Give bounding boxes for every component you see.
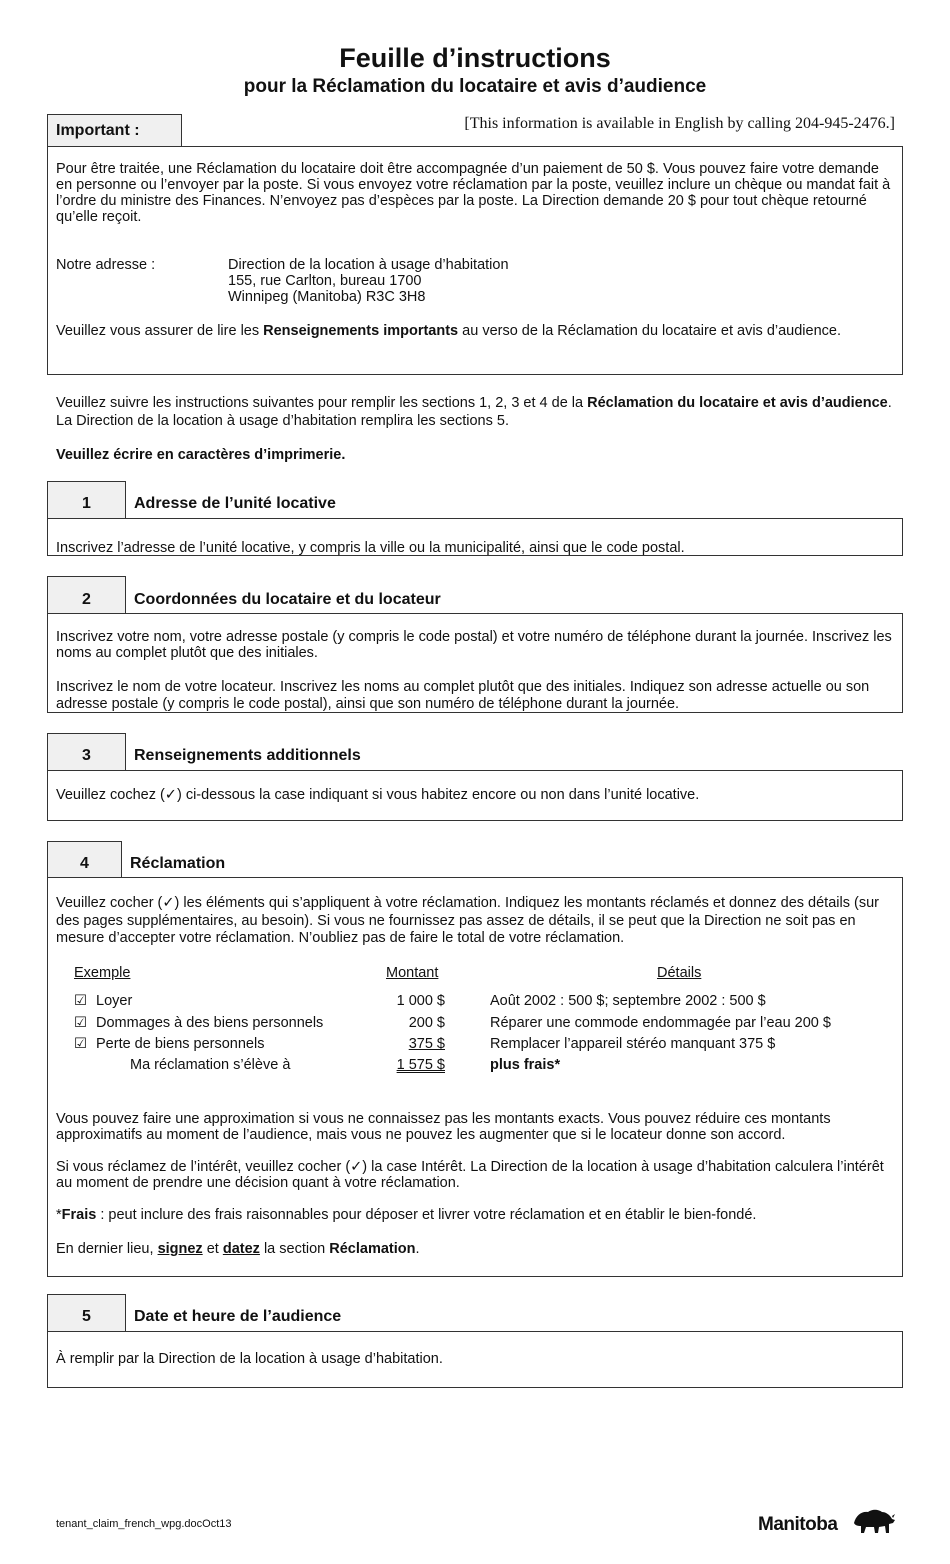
address-label: Notre adresse : <box>56 257 156 273</box>
section-5-title: Date et heure de l’audience <box>134 1308 342 1325</box>
page-subtitle: pour la Réclamation du locataire et avis d’audience <box>243 76 707 97</box>
section-3-title: Renseignements additionnels <box>134 747 361 764</box>
example-row-amount: 1 000 $ <box>396 993 445 1009</box>
section-3-number: 3 <box>82 747 91 764</box>
example-row-details: Août 2002 : 500 $; septembre 2002 : 500 $ <box>490 993 766 1009</box>
section-1-number: 1 <box>82 495 91 512</box>
example-row-amount: 200 $ <box>408 1015 445 1031</box>
section-5-number: 5 <box>82 1308 91 1325</box>
example-row-details: Réparer une commode endommagée par l’eau 200 $ <box>490 1015 831 1031</box>
example-row-item: Dommages à des biens personnels <box>96 1015 324 1031</box>
section-4-number: 4 <box>80 855 89 872</box>
example-row-item: Loyer <box>96 993 133 1009</box>
example-total-amount: 1 575 $ <box>396 1057 445 1073</box>
example-header-details: Détails <box>657 965 702 981</box>
section-1-text: Inscrivez l’adresse de l’unité locative, y compris la ville ou la municipalité, ainsi que le code postal. <box>56 540 685 556</box>
checkbox-checked-icon: ☑ <box>74 1015 87 1031</box>
section-2-number: 2 <box>82 591 91 608</box>
page-title: Feuille d’instructions <box>339 43 611 73</box>
section-5-text: À remplir par la Direction de la location à usage d’habitation. <box>56 1351 443 1367</box>
read-important-note: Veuillez vous assurer de lire les Renseignements importants au verso de la Réclamation du locataire et avis d’audience. <box>56 323 842 339</box>
section-4-intro-text: Veuillez cocher (✓) les éléments qui s’appliquent à votre réclamation. Indiquez les montants réclamés et donnez des détails (sur des pages supplémentaires, au besoin). Si vous ne fournissez pas assez de détails, il se peut que la Direction ne soit pas en mesure d’accepter votre réclamation. N’oubliez pas de faire le total de votre réclamation. <box>56 895 879 946</box>
bison-icon <box>852 1507 896 1535</box>
intro-instructions: Veuillez suivre les instructions suivantes pour remplir les sections 1, 2, 3 et 4 de la Réclamation du locataire et avis d’audience. La Direction de la location à usage d’habitation remplira les sections 5. <box>56 395 892 429</box>
checkbox-checked-icon: ☑ <box>74 1036 87 1052</box>
address-line: Winnipeg (Manitoba) R3C 3H8 <box>228 289 426 305</box>
example-row-item: Perte de biens personnels <box>96 1036 265 1052</box>
manitoba-logo <box>758 1506 898 1538</box>
address-line: Direction de la location à usage d’habitation <box>228 257 509 273</box>
example-row-details: Remplacer l’appareil stéréo manquant 375 $ <box>490 1036 776 1052</box>
section-4-title: Réclamation <box>130 855 226 872</box>
footer-filename: tenant_claim_french_wpg.docOct13 <box>56 1518 232 1530</box>
section-2-text-landlord: Inscrivez le nom de votre locateur. Inscrivez les noms au complet plutôt que des initiales. Indiquez son adresse actuelle ou son adresse postale (y compris le code postal), ainsi que son numéro de téléphone durant la journée. <box>56 679 870 712</box>
section-4-approximation-text: Vous pouvez faire une approximation si vous ne connaissez pas les montants exacts. Vous pouvez réduire ces montants approximatifs au moment de l’audience, mais vous ne pouvez les augmenter que si le locateur donne son accord. <box>56 1111 831 1143</box>
example-header-item: Exemple <box>74 965 131 981</box>
example-header-amount: Montant <box>386 965 439 981</box>
example-total-label: Ma réclamation s’élève à <box>130 1057 291 1073</box>
example-total-details: plus frais* <box>490 1057 561 1073</box>
checkbox-checked-icon: ☑ <box>74 993 87 1009</box>
section-4-fees-text: *Frais : peut inclure des frais raisonnables pour déposer et livrer votre réclamation et en établir le bien-fondé. <box>56 1207 757 1223</box>
important-paragraph: Pour être traitée, une Réclamation du locataire doit être accompagnée d’un paiement de 50 $. Vous pouvez faire votre demande en personne ou l’envoyer par la poste. Si vous envoyez votre réclamation par la poste, veuillez inclure un chèque ou mandat fait à l’ordre du ministre des Finances. N’envoyez pas d’espèces par la poste. La Direction demande 20 $ pour tout chèque retourné qu’elle reçoit. <box>56 161 891 225</box>
important-label: Important : <box>56 122 140 139</box>
section-4-sign-date-text: En dernier lieu, signez et datez la section Réclamation. <box>56 1241 420 1257</box>
section-2-title: Coordonnées du locataire et du locateur <box>134 591 441 608</box>
section-2-text-tenant: Inscrivez votre nom, votre adresse postale (y compris le code postal) et votre numéro de téléphone durant la journée. Inscrivez les noms au complet plutôt que des initiales. <box>56 629 892 661</box>
print-note: Veuillez écrire en caractères d’imprimerie. <box>56 447 346 463</box>
example-row-amount: 375 $ <box>408 1036 445 1052</box>
manitoba-logo-text: Manitoba <box>758 1514 838 1535</box>
section-3-text: Veuillez cochez (✓) ci-dessous la case indiquant si vous habitez encore ou non dans l’unité locative. <box>56 787 700 803</box>
section-4-interest-text: Si vous réclamez de l’intérêt, veuillez cocher (✓) la case Intérêt. La Direction de la location à usage d’habitation calculera l’intérêt au moment de prendre une décision quant à votre réclamation. <box>56 1159 884 1191</box>
address-line: 155, rue Carlton, bureau 1700 <box>228 273 422 289</box>
section-1-title: Adresse de l’unité locative <box>134 495 336 512</box>
english-note: [This information is available in English by calling 204-945-2476.] <box>464 115 895 132</box>
